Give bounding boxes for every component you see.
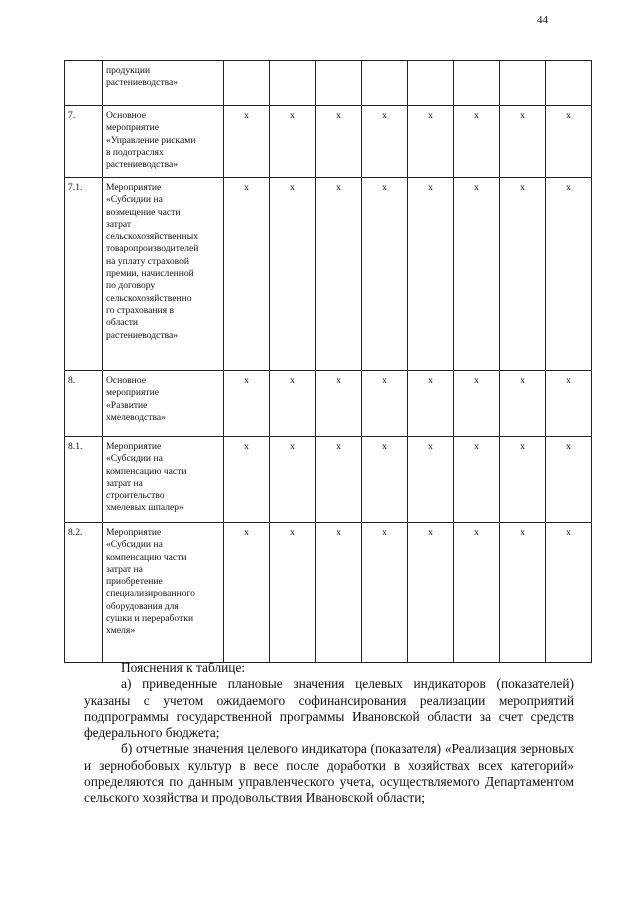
activity-name-line: «Субсидии на	[106, 539, 163, 551]
activity-name-line: «Субсидии на	[106, 453, 163, 465]
row-number: 8.1.	[65, 437, 103, 523]
value-cell: x	[546, 437, 592, 523]
activity-name-line: продукции	[106, 65, 151, 76]
activity-name	[103, 437, 224, 523]
activity-name-line: оборудования для	[106, 600, 179, 612]
value-cell: x	[362, 178, 408, 371]
value-cell: x	[316, 371, 362, 437]
value-cell: x	[546, 106, 592, 178]
value-cell: x	[454, 371, 500, 437]
row-number: 7.	[65, 106, 103, 178]
value-cell: x	[408, 106, 454, 178]
value-cell: x	[546, 371, 592, 437]
activity-name-line: хмелеводства»	[106, 411, 166, 423]
table-row	[65, 106, 592, 178]
value-cell	[362, 61, 408, 106]
value-cell: x	[270, 437, 316, 523]
value-cell: x	[454, 106, 500, 178]
activity-name-line: сельскохозяйственно	[106, 292, 192, 304]
notes-title: Пояснения к таблице:	[121, 660, 246, 675]
value-cell: x	[316, 178, 362, 371]
activity-name-line: товаропроизводителей	[106, 243, 199, 255]
value-cell: x	[362, 523, 408, 663]
value-cell: x	[362, 106, 408, 178]
note-item-b: б) отчетные значения целевого индикатора (показателя) «Реализация зерновых и зернобобовых культур в весе после доработки в хозяйствах всех категорий» определяются по данным управленческого учета, осуществляемого Департаментом сельского хозяйства и продовольствия Ивановской области;	[84, 741, 574, 806]
activity-name-line: Мероприятие	[106, 182, 162, 193]
activity-name-line: сушки и переработки	[106, 613, 194, 625]
activity-name-line: затрат на	[106, 477, 143, 489]
value-cell: x	[270, 523, 316, 663]
value-cell: x	[224, 178, 270, 371]
table-row	[65, 178, 592, 371]
activity-name-line: Основное	[106, 375, 146, 386]
value-cell: x	[224, 371, 270, 437]
activity-name-line: компенсацию части	[106, 465, 187, 477]
table-row	[65, 371, 592, 437]
value-cell: x	[454, 178, 500, 371]
value-cell: x	[500, 178, 546, 371]
activity-name-line: Мероприятие	[106, 527, 162, 538]
value-cell: x	[500, 106, 546, 178]
activity-name-line: в подотраслях	[106, 146, 164, 158]
page-number: 44	[537, 14, 548, 26]
activity-name-line: «Управление рисками	[106, 134, 196, 146]
activity-name-line: го страхования в	[106, 304, 175, 316]
activity-name-line: «Субсидии на	[106, 194, 163, 206]
value-cell: x	[546, 178, 592, 371]
value-cell: x	[500, 523, 546, 663]
activity-name-line: сельскохозяйственных	[106, 231, 199, 243]
row-number	[65, 61, 103, 106]
value-cell: x	[408, 523, 454, 663]
table-row	[65, 61, 592, 106]
value-cell: x	[362, 437, 408, 523]
row-number: 8.2.	[65, 523, 103, 663]
value-cell	[546, 61, 592, 106]
activity-name-line: по договору	[106, 280, 156, 292]
activity-name-line: на уплату страховой	[106, 255, 190, 267]
value-cell: x	[454, 437, 500, 523]
activity-name-line: хмеля»	[106, 625, 136, 637]
value-cell: x	[270, 106, 316, 178]
value-cell	[224, 61, 270, 106]
table-body	[65, 61, 592, 663]
activity-name-line: строительство	[106, 490, 165, 502]
table-row	[65, 523, 592, 663]
table-row	[65, 437, 592, 523]
value-cell: x	[224, 437, 270, 523]
activity-name-line: Мероприятие	[106, 441, 162, 452]
activity-name-line: хмелевых шпалер»	[106, 502, 184, 514]
activity-name-line: приобретение	[106, 576, 163, 588]
value-cell: x	[316, 523, 362, 663]
activity-name	[103, 106, 224, 178]
value-cell: x	[270, 178, 316, 371]
activity-name-line: специализированного	[106, 588, 195, 600]
activity-name	[103, 61, 224, 106]
value-cell: x	[408, 371, 454, 437]
note-item-a: а) приведенные плановые значения целевых индикаторов (показателей) указаны с учетом ожидаемого софинансирования реализации мероприятий подпрограммы государственной программы Ивановской области за счет средств федерального бюджета;	[84, 676, 574, 741]
activity-name	[103, 371, 224, 437]
activity-name-line: премии, начисленной	[106, 268, 194, 280]
value-cell	[270, 61, 316, 106]
row-number: 7.1.	[65, 178, 103, 371]
value-cell	[500, 61, 546, 106]
activity-name-line: затрат	[106, 218, 132, 230]
value-cell: x	[362, 371, 408, 437]
value-cell: x	[316, 437, 362, 523]
value-cell	[408, 61, 454, 106]
activity-name-line: затрат на	[106, 563, 143, 575]
table-notes	[84, 660, 574, 807]
activity-name	[103, 523, 224, 663]
activity-name-line: «Развитие	[106, 399, 148, 411]
value-cell: x	[224, 106, 270, 178]
value-cell: x	[270, 371, 316, 437]
activity-name-line: компенсацию части	[106, 551, 187, 563]
activity-name-line: Основное	[106, 110, 146, 121]
value-cell: x	[408, 437, 454, 523]
activity-name-line: возмещение части	[106, 206, 181, 218]
activity-name	[103, 178, 224, 371]
value-cell: x	[224, 523, 270, 663]
value-cell: x	[316, 106, 362, 178]
activity-name-line: мероприятие	[106, 387, 159, 399]
activity-name-line: растениеводства»	[106, 159, 179, 171]
value-cell	[454, 61, 500, 106]
activity-name-line: растениеводства»	[106, 77, 179, 89]
activity-name-line: области	[106, 317, 139, 329]
row-number: 8.	[65, 371, 103, 437]
value-cell: x	[546, 523, 592, 663]
indicators-table	[64, 60, 592, 663]
value-cell: x	[500, 371, 546, 437]
value-cell	[316, 61, 362, 106]
value-cell: x	[454, 523, 500, 663]
activity-name-line: растениеводства»	[106, 329, 179, 341]
value-cell: x	[408, 178, 454, 371]
activity-name-line: мероприятие	[106, 122, 159, 134]
value-cell: x	[500, 437, 546, 523]
